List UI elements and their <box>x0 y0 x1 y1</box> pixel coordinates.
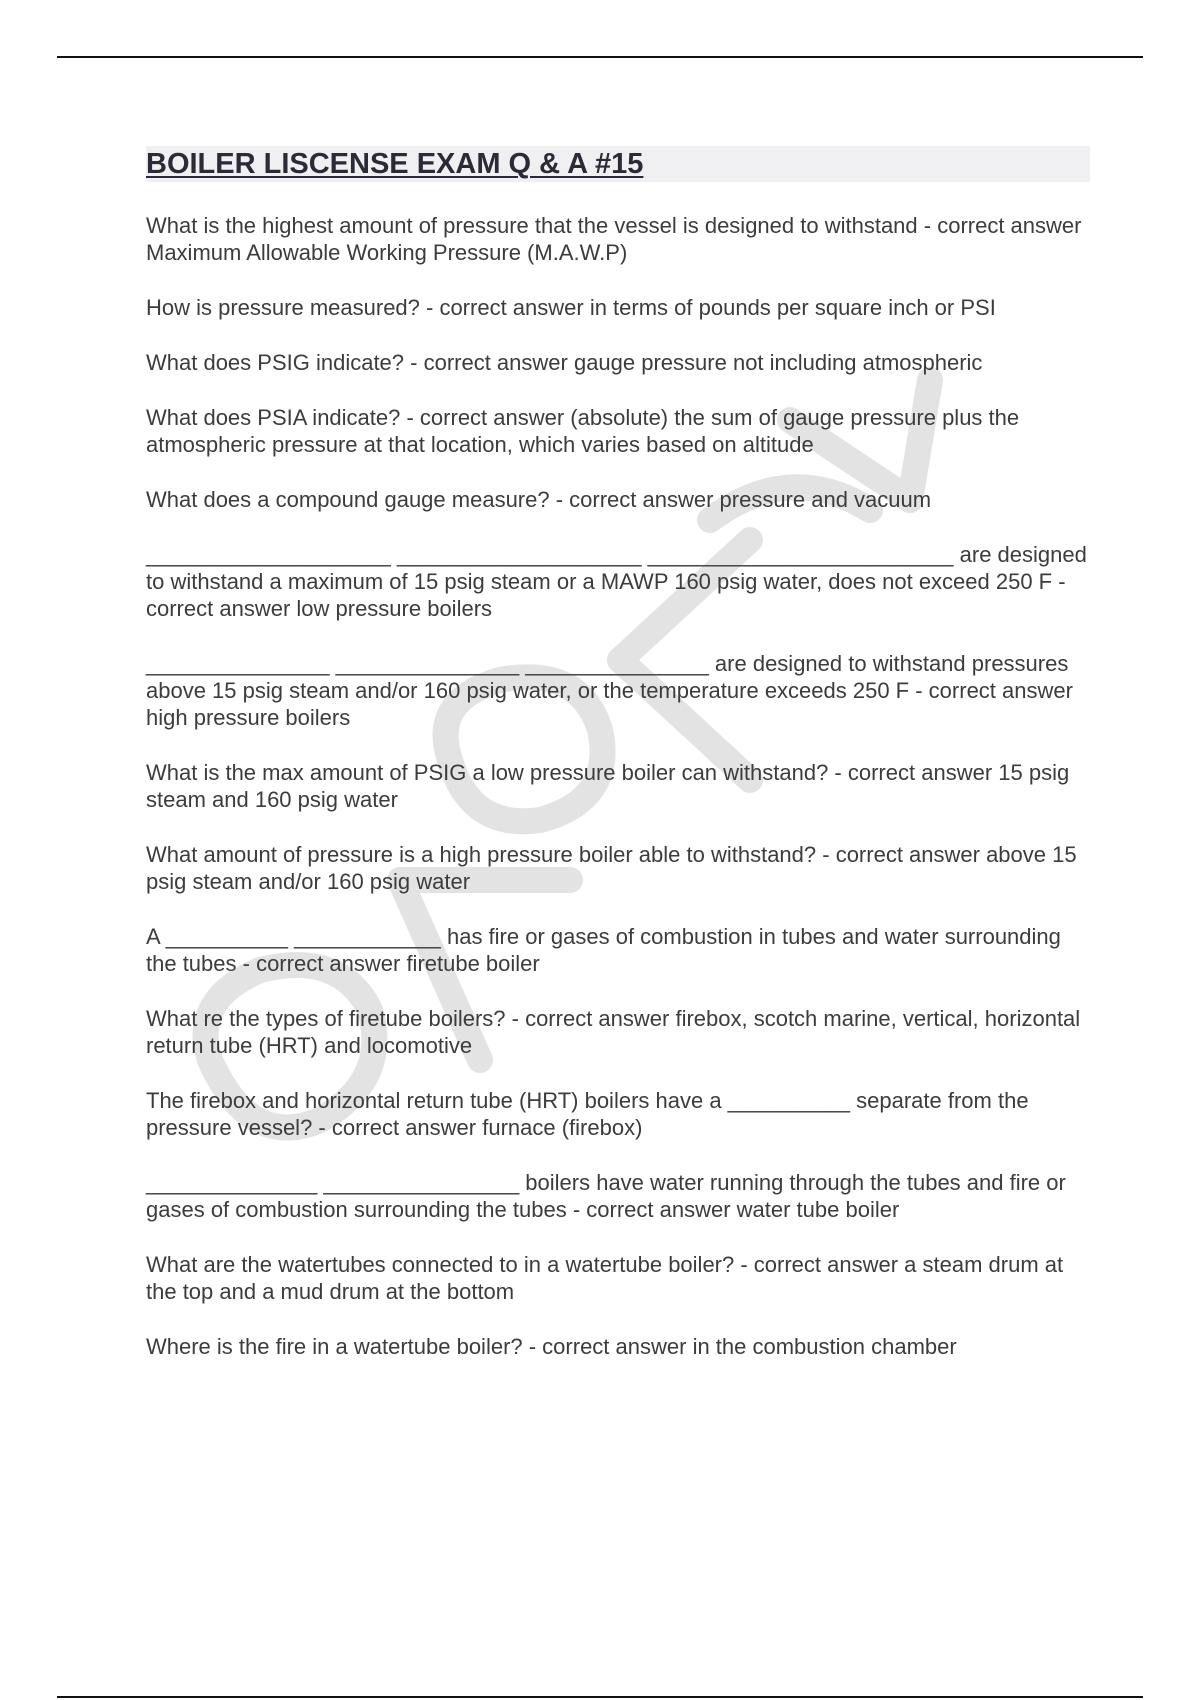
qa-item: What does a compound gauge measure? - correct answer pressure and vacuum <box>146 487 932 512</box>
header-rule <box>57 56 1143 58</box>
footer-rule <box>57 1696 1143 1698</box>
qa-item: How is pressure measured? - correct answer in terms of pounds per square inch or PSI <box>146 295 996 320</box>
qa-item: Where is the fire in a watertube boiler? - correct answer in the combustion chamber <box>146 1334 957 1359</box>
qa-item: What does PSIA indicate? - correct answer (absolute) the sum of gauge pressure plus the atmospheric pressure at that location, which varies based on altitude <box>146 405 1020 457</box>
qa-item: What does PSIG indicate? - correct answer gauge pressure not including atmospheric <box>146 350 983 375</box>
qa-item: A __________ ____________ has fire or gases of combustion in tubes and water surrounding the tubes - correct answer firetube boiler <box>146 924 1061 976</box>
qa-item: _______________ _______________ _______________ are designed to withstand pressures above 15 psig steam and/or 160 psig water, or the temperature exceeds 250 F - correct answer high pressure boilers <box>146 651 1073 730</box>
document-body <box>146 146 1090 1388</box>
qa-item: The firebox and horizontal return tube (HRT) boilers have a __________ separate from the pressure vessel? - correct answer furnace (firebox) <box>146 1088 1029 1140</box>
qa-item: What amount of pressure is a high pressure boiler able to withstand? - correct answer above 15 psig steam and/or 160 psig water <box>146 842 1077 894</box>
qa-item: What are the watertubes connected to in a watertube boiler? - correct answer a steam drum at the top and a mud drum at the bottom <box>146 1252 1064 1304</box>
title-bar <box>146 146 1090 182</box>
qa-item: ____________________ ____________________ _________________________ are designed to withstand a maximum of 15 psig steam or a MAWP 160 psig water, does not exceed 250 F - correct answer low pressure boilers <box>146 542 1087 621</box>
qa-item: ______________ ________________ boilers have water running through the tubes and fire or gases of combustion surrounding the tubes - correct answer water tube boiler <box>146 1170 1066 1222</box>
qa-item: What re the types of firetube boilers? - correct answer firebox, scotch marine, vertical, horizontal return tube (HRT) and locomotive <box>146 1006 1081 1058</box>
document-title: BOILER LISCENSE EXAM Q & A #15 <box>146 148 644 180</box>
qa-item: What is the max amount of PSIG a low pressure boiler can withstand? - correct answer 15 psig steam and 160 psig water <box>146 760 1070 812</box>
qa-item: What is the highest amount of pressure that the vessel is designed to withstand - correct answer Maximum Allowable Working Pressure (M.A.W.P) <box>146 213 1082 265</box>
